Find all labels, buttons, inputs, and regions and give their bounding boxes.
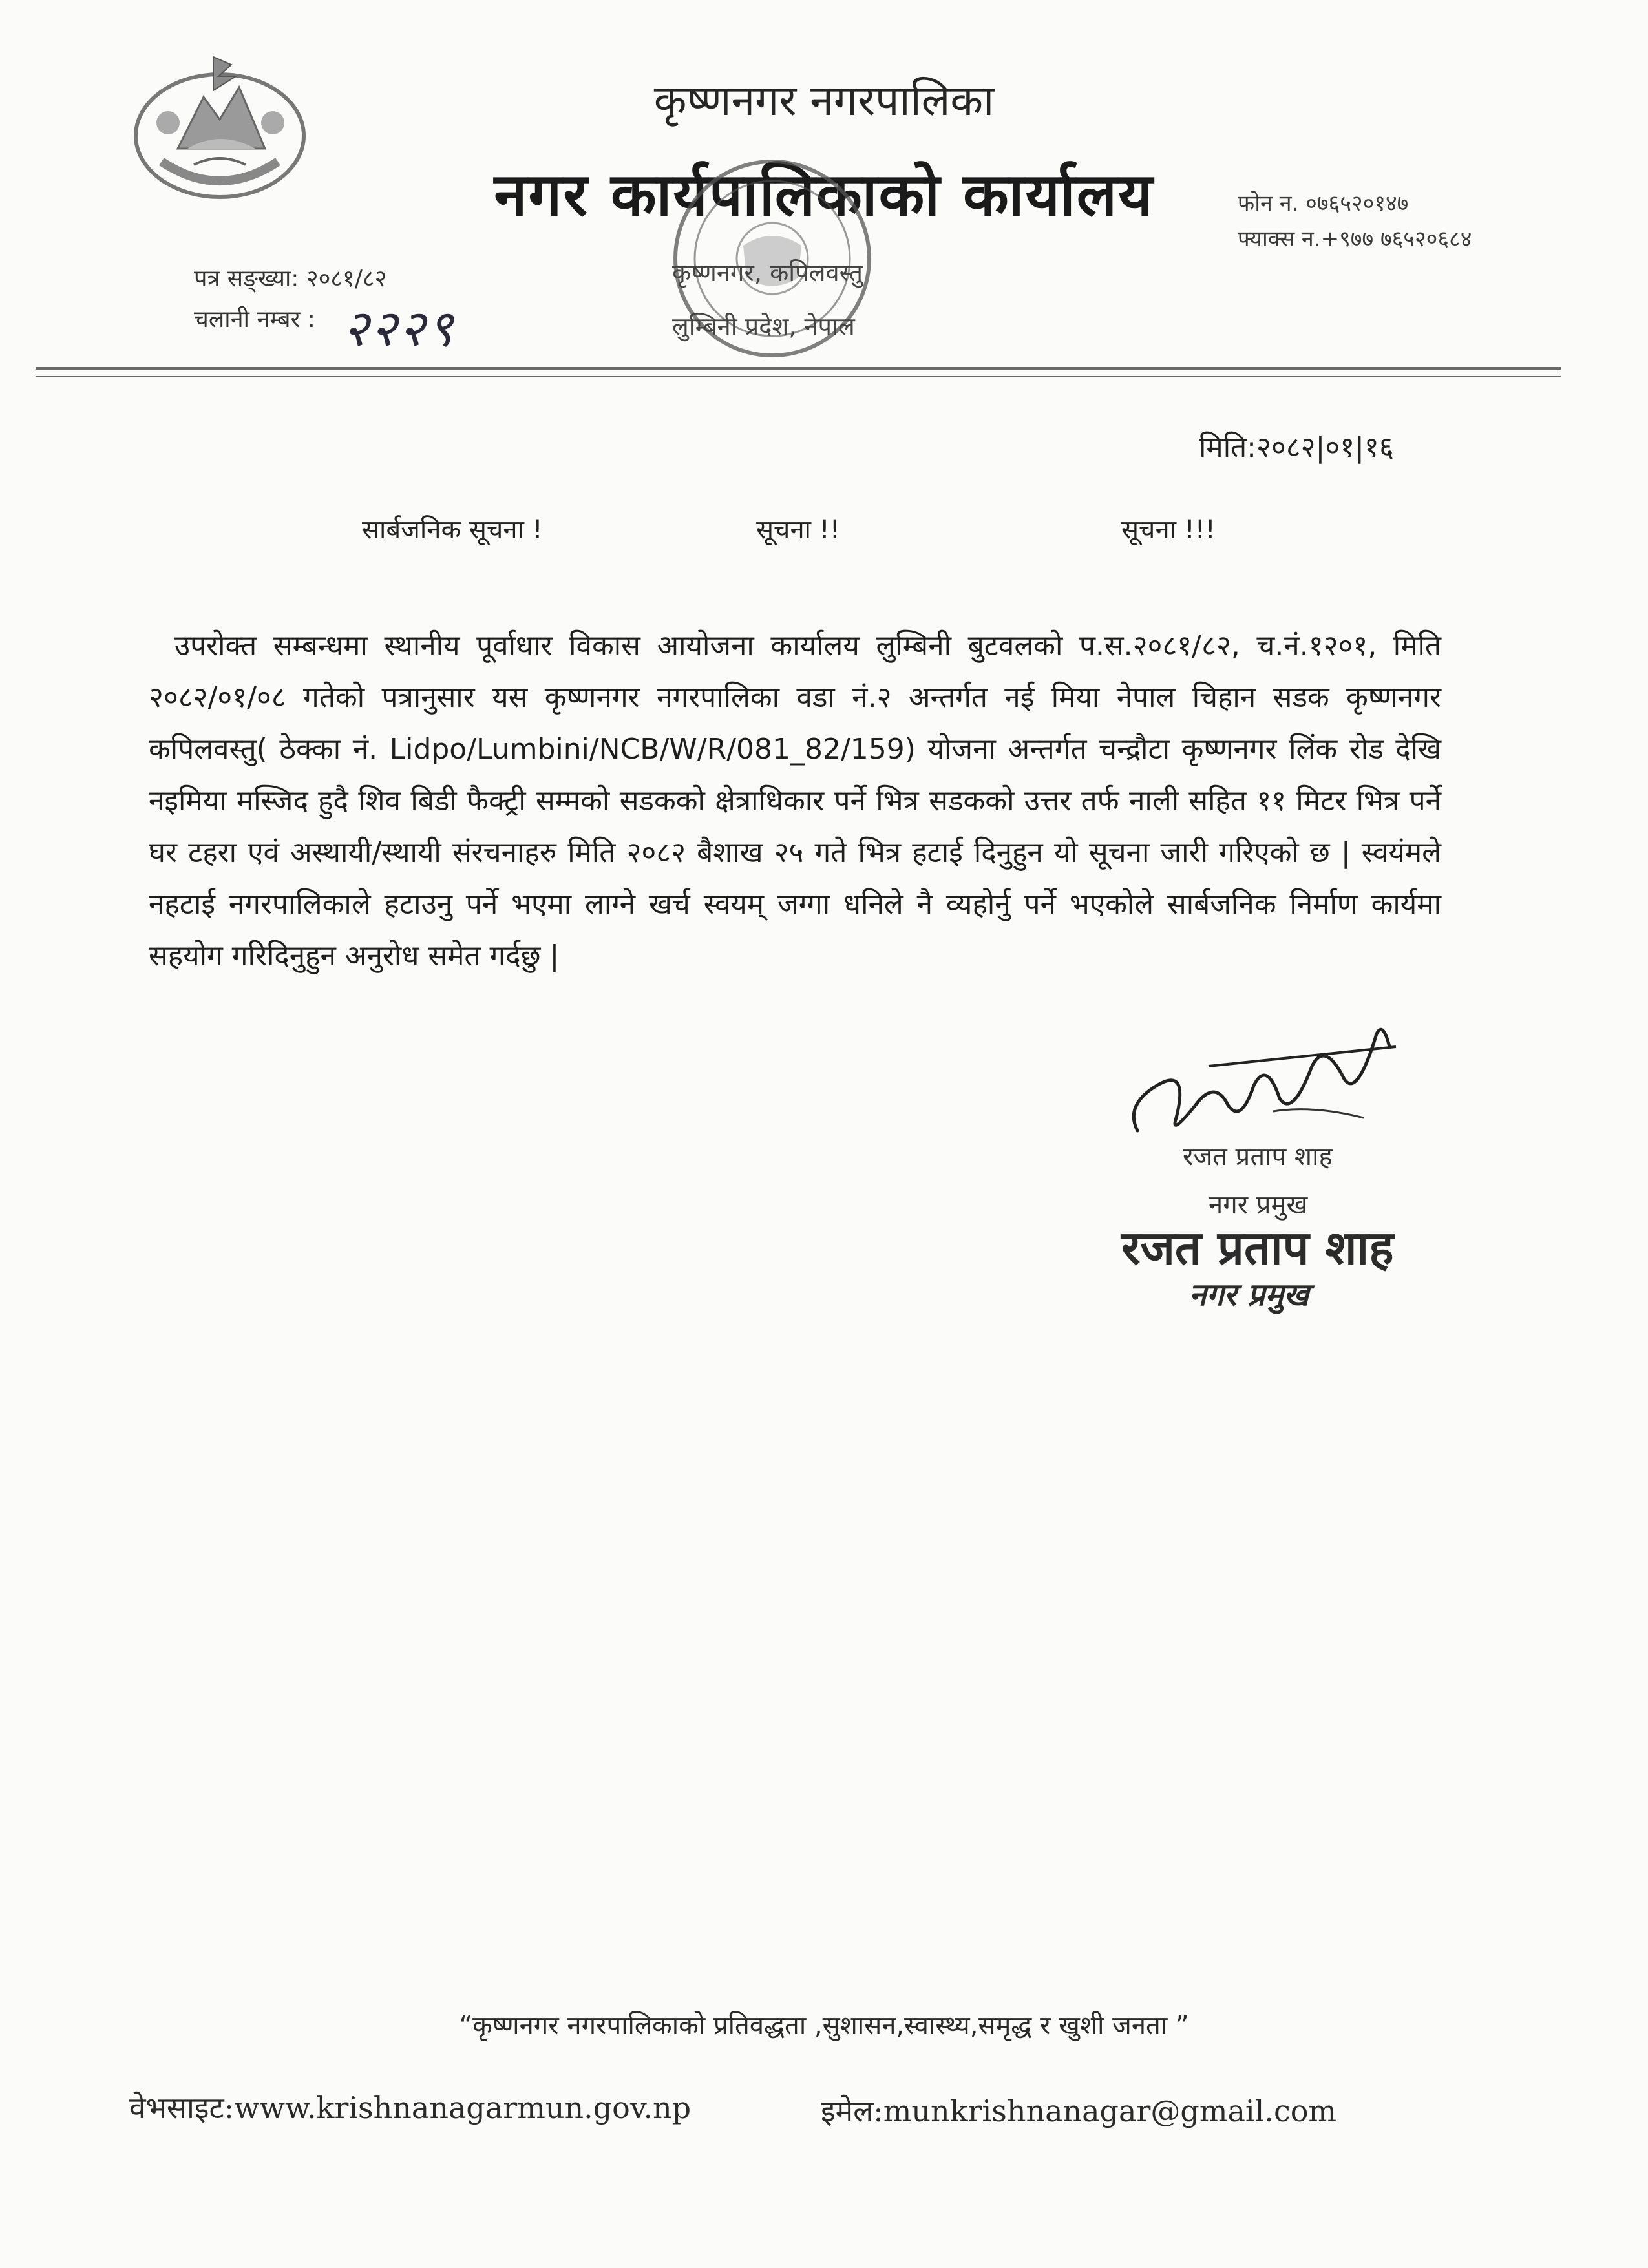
office-title: नगर कार्यपालिकाको कार्यालय (494, 160, 1154, 229)
footer-motto: “कृष्णनगर नगरपालिकाको प्रतिवद्धता ,सुशासन,स्वास्थ्य,समृद्ध र खुशी जनता ” (459, 2011, 1189, 2041)
footer-email: इमेल:munkrishnanagar@gmail.com (821, 2094, 1337, 2128)
notice-heading-3: सूचना !!! (1121, 515, 1216, 545)
office-address-line2: लुम्बिनी प्रदेश, नेपाल (672, 312, 855, 341)
notice-heading-public: सार्बजनिक सूचना ! (362, 515, 543, 545)
seal-stamp-name: रजत प्रताप शाह (1121, 1220, 1394, 1275)
signatory-name: रजत प्रताप शाह (1183, 1142, 1333, 1171)
notice-heading-2: सूचना !! (756, 515, 840, 545)
header-divider (36, 367, 1561, 370)
letter-number: पत्र सङ्ख्या: २०८१/८२ (194, 266, 387, 292)
footer-website: वेभसाइट:www.krishnanagarmun.gov.np (129, 2090, 692, 2125)
notice-body: उपरोक्त सम्बन्धमा स्थानीय पूर्वाधार विकास आयोजना कार्यालय लुम्बिनी बुटवलको प.स.२०८१/८२, च.नं.१२०१, मिति २०८२/०१/०८ गतेको पत्रानुसार यस कृष्णनगर नगरपालिका वडा नं.२ अन्तर्गत नई मिया नेपाल चिहान सडक कृष्णनगर कपिलवस्तु( ठेक्का नं. Lidpo/Lumbini/NCB/W/R/081_82/159) योजना अन्तर्गत चन्द्रौटा कृष्णनगर लिंक रोड देखि नइमिया मस्जिद हुदै शिव बिडी फैक्ट्री सम्मको सडकको क्षेत्राधिकार पर्ने भित्र सडकको उत्तर तर्फ नाली सहित ११ मिटर भित्र पर्ने घर टहरा एवं अस्थायी/स्थायी संरचनाहरु मिति २०८२ बैशाख २५ गते भित्र हटाई दिनुहुन यो सूचना जारी गरिएको छ | स्वयंमले नहटाई नगरपालिकाले हटाउनु पर्ने भएमा लाग्ने खर्च स्वयम् जग्गा धनिले नै व्यहोर्नु पर्ने भएकोले सार्बजनिक निर्माण कार्यमा सहयोग गरिदिनुहुन अनुरोध समेत गर्दछु | (149, 629, 1441, 972)
municipality-name: कृष्णनगर नगरपालिका (653, 76, 995, 125)
handwritten-signature (1118, 1008, 1409, 1157)
dispatch-number-label: चलानी नम्बर : (194, 306, 315, 333)
seal-stamp-title: नगर प्रमुख (1189, 1277, 1309, 1313)
phone-number: फोन न. ०७६५२०१४७ (1238, 191, 1409, 216)
dispatch-number-handwritten: २२२९ (343, 300, 456, 358)
office-address-line1: कृष्णनगर, कपिलवस्तु (672, 258, 863, 287)
fax-number: फ्याक्स न.+९७७ ७६५२०६८४ (1238, 226, 1472, 252)
signatory-title: नगर प्रमुख (1209, 1190, 1308, 1220)
notice-date: मिति:२०८२|०१|१६ (1199, 431, 1394, 464)
header-divider-thin (36, 376, 1561, 377)
